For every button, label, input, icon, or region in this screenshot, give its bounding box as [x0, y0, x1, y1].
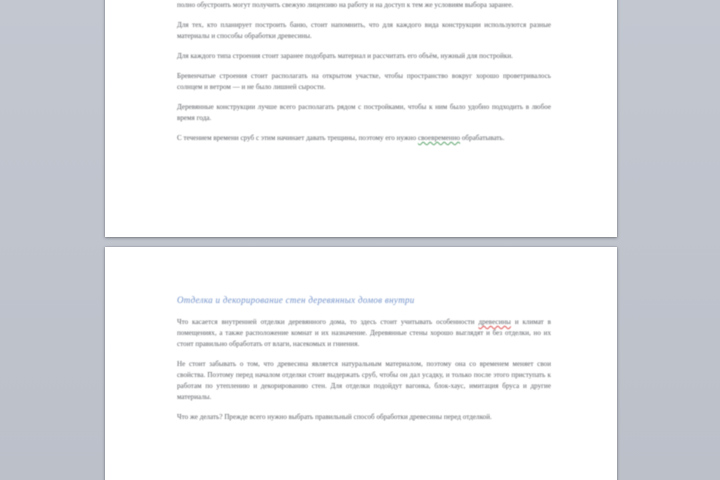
- paragraph: полно обустроить могут получить свежую лицензию на работу и на доступ к тем же условиям выбора заранее.: [177, 1, 514, 9]
- paragraph: Для тех, кто планирует построить баню, стоит напомнить, что для каждого вида конструкции используются разные материалы и способы обработки древесины.: [177, 21, 551, 40]
- spelling-underlined-word[interactable]: древесины: [478, 318, 511, 326]
- paragraph: [177, 133, 551, 144]
- text-run: Что же делать? Прежде всего нужно выбрать правильный способ обработки древесины перед отделкой.: [177, 413, 492, 421]
- paragraph: Деревянные конструкции лучше всего располагать рядом с постройками, чтобы к ним было удобно подходить в любое время года.: [177, 103, 551, 122]
- paragraph: Для каждого типа строения стоит заранее подобрать материал и рассчитать его объём, нужный для постройки.: [177, 52, 513, 60]
- text-run: обрабатывать.: [461, 134, 505, 142]
- paragraph: [177, 412, 551, 423]
- text-run: Что касается внутренней отделки деревянного дома, то здесь стоит учитывать особенности: [177, 318, 475, 326]
- paragraph: [177, 317, 551, 350]
- text-run: С течением времени сруб с этим начинает давать трещины, поэтому его нужно: [177, 134, 417, 142]
- paragraph: Бревенчатые строения стоит располагать на открытом участке, чтобы пространство вокруг хорошо проветривалось солнцем и ветром — и не было лишней сырости.: [177, 72, 551, 91]
- text-run: и климат в помещениях, а также расположение комнат и их назначение. Деревянные стены хорошо выглядят и без отделки, но их стоит правильно обработать от влаги, насекомых и гниения.: [177, 318, 551, 348]
- text-run: Не стоит забывать о том, что древесина является натуральным материалом, поэтому она со временем меняет свои свойства. Поэтому перед началом отделки стоит выдержать сруб, чтобы он дал усадку, и только после этого приступать к работам по утеплению и декорированию стен. Для отделки подойдут вагонка, блок-хаус, имитация бруса и другие материалы.: [177, 360, 551, 401]
- document-page-1[interactable]: [105, 0, 617, 237]
- section-heading: Отделка и декорирование стен деревянных домов внутри: [177, 295, 415, 305]
- paragraph: [177, 359, 551, 403]
- grammar-underlined-word[interactable]: своевременно: [417, 134, 461, 142]
- document-page-2[interactable]: [105, 247, 617, 480]
